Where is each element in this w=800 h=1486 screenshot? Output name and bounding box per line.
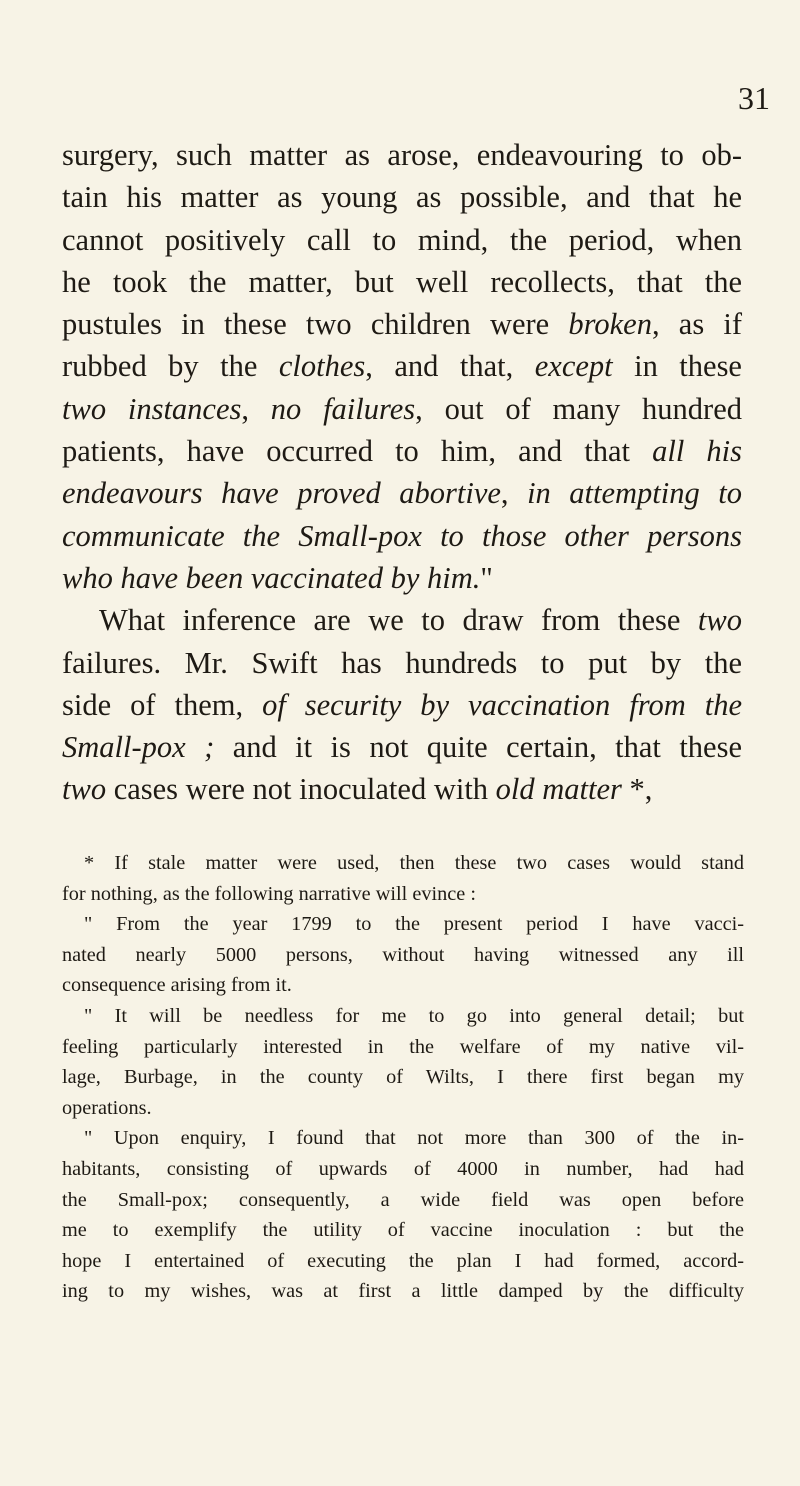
text-line: who have been vaccinated by him." <box>62 560 493 595</box>
footnote-line: lage, Burbage, in the county of Wilts, I there first began my <box>62 1066 744 1089</box>
footnote-line: habitants, consisting of upwards of 4000 in number, had had <box>62 1157 744 1180</box>
text-line: Small-pox ; and it is not quite certain, that these <box>62 730 742 765</box>
main-text <box>62 134 742 811</box>
text-line: pustules in these two children were broken, as if <box>62 307 742 342</box>
footnote-line: consequence arising from it. <box>62 974 292 997</box>
footnote-line: " Upon enquiry, I found that not more than 300 of the in- <box>84 1127 744 1150</box>
text-line: side of them, of security by vaccination from the <box>62 687 742 722</box>
text-line: cannot positively call to mind, the period, when <box>62 222 742 257</box>
footnote-line: me to exemplify the utility of vaccine inoculation : but the <box>62 1219 744 1242</box>
footnote-line: " From the year 1799 to the present period I have vacci- <box>84 913 744 936</box>
footnote-line: feeling particularly interested in the welfare of my native vil- <box>62 1035 744 1058</box>
text-line: communicate the Small-pox to those other persons <box>62 518 742 553</box>
footnote-line: nated nearly 5000 persons, without having witnessed any ill <box>62 943 744 966</box>
footnote-line: for nothing, as the following narrative will evince : <box>62 882 476 905</box>
text-line: failures. Mr. Swift has hundreds to put by the <box>62 645 742 680</box>
text-line: two cases were not inoculated with old matter *, <box>62 772 653 807</box>
footnote-line: " It will be needless for me to go into general detail; but <box>84 1004 744 1027</box>
text-line: endeavours have proved abortive, in attempting to <box>62 476 742 511</box>
text-line: surgery, such matter as arose, endeavouring to ob- <box>62 138 742 172</box>
footnote-line: operations. <box>62 1096 152 1119</box>
text-line: What inference are we to draw from these two <box>99 603 742 638</box>
text-line: patients, have occurred to him, and that all his <box>62 434 742 469</box>
footnote-line: * If stale matter were used, then these two cases would stand <box>84 852 744 874</box>
text-line: rubbed by the clothes, and that, except in these <box>62 349 742 384</box>
footnote-line: ing to my wishes, was at first a little damped by the difficulty <box>62 1280 744 1303</box>
text-line: two instances, no failures, out of many hundred <box>62 391 743 426</box>
footnote <box>62 848 744 1307</box>
footnote-line: the Small-pox; consequently, a wide field was open before <box>62 1188 744 1211</box>
page-number: 31 <box>738 80 770 116</box>
text-line: he took the matter, but well recollects, that the <box>62 264 742 299</box>
footnote-line: hope I entertained of executing the plan I had formed, accord- <box>62 1249 744 1272</box>
text-line: tain his matter as young as possible, and that he <box>62 180 742 215</box>
